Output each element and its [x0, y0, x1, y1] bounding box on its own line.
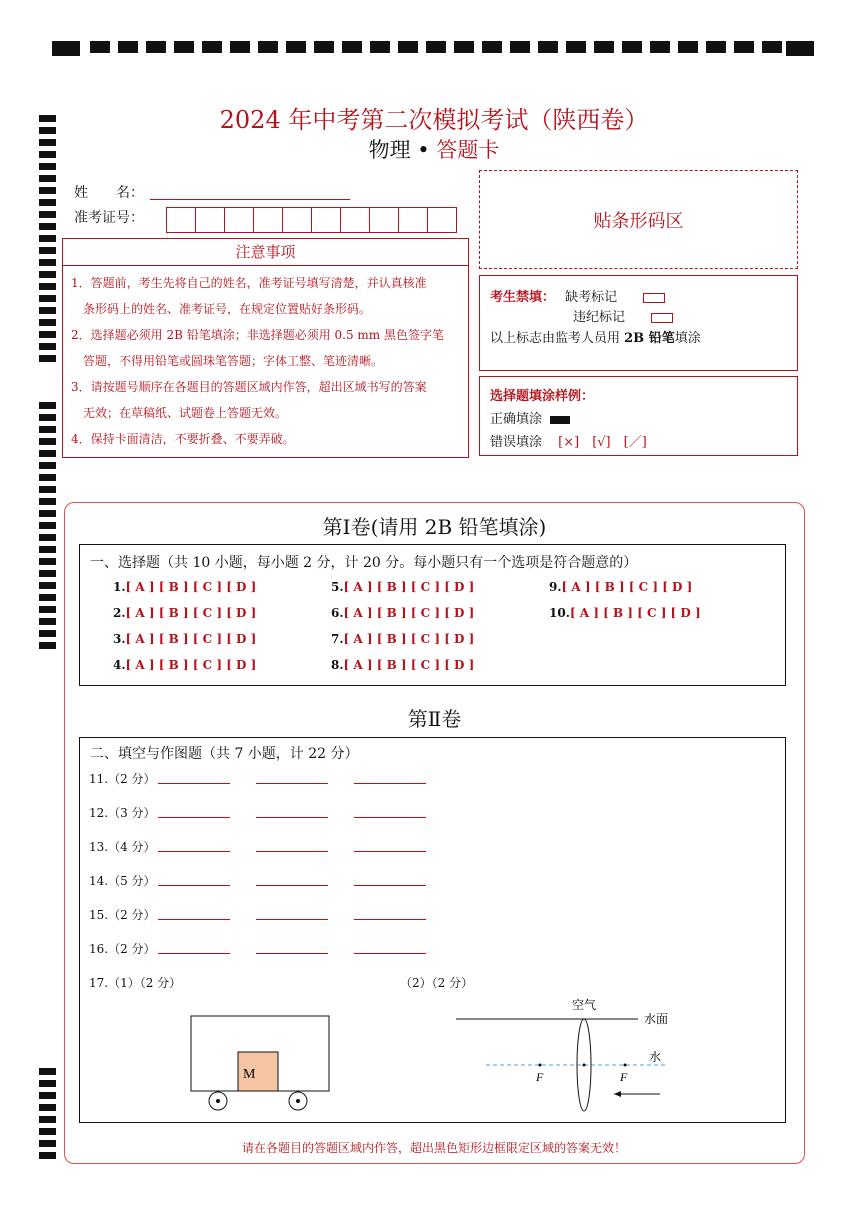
name-label: 姓 名： — [74, 185, 144, 201]
id-label: 准考证号： — [74, 210, 144, 226]
answer-blank[interactable] — [158, 817, 230, 818]
fill-question-14: 14.（5 分） — [89, 874, 156, 888]
absent-mark-box[interactable] — [643, 293, 665, 303]
answer-blank[interactable] — [354, 885, 426, 886]
q17-part1-label: 17.（1）（2 分） — [89, 976, 182, 990]
air-label: 空气 — [572, 998, 597, 1012]
timing-marks-left-middle — [39, 402, 56, 654]
mc-question-1[interactable]: 1.[ A ] [ B ] [ C ] [ D ] — [113, 580, 257, 594]
notice-line: 条形码上的姓名、准考证号，在规定位置贴好条形码。 — [71, 302, 372, 316]
wrong-label: 错误填涂 — [490, 435, 543, 450]
wrong-marks: [×] [√] [／] — [558, 435, 647, 450]
mc-box — [79, 544, 786, 686]
answer-blank[interactable] — [256, 851, 328, 852]
answer-blank[interactable] — [256, 783, 328, 784]
fill-question-16: 16.（2 分） — [89, 942, 156, 956]
id-digit-box[interactable] — [195, 207, 225, 233]
block-m-label: M — [243, 1067, 256, 1082]
exam-subtitle — [0, 134, 868, 164]
answer-blank[interactable] — [256, 953, 328, 954]
lens-diagram[interactable] — [450, 995, 690, 1115]
exam-id-boxes[interactable] — [166, 207, 456, 233]
answer-blank[interactable] — [354, 783, 426, 784]
subject-label: 物理 — [368, 138, 411, 162]
sample-panel — [479, 376, 798, 456]
exam-title: 2024 年中考第二次模拟考试（陕西卷） — [219, 106, 649, 134]
mc-heading: 一、选择题（共 10 小题，每小题 2 分，计 20 分。每小题只有一个选项是符合题意的） — [90, 555, 638, 571]
fill-question-12: 12.（3 分） — [89, 806, 156, 820]
notice-line: 无效；在草稿纸、试题卷上答题无效。 — [71, 406, 288, 420]
mc-question-4[interactable]: 4.[ A ] [ B ] [ C ] [ D ] — [113, 658, 257, 672]
answer-blank[interactable] — [354, 919, 426, 920]
answer-blank[interactable] — [158, 851, 230, 852]
fill-question-15: 15.（2 分） — [89, 908, 156, 922]
barcode-area: 贴条形码区 — [479, 170, 798, 269]
answer-blank[interactable] — [158, 953, 230, 954]
notice-line: 2．选择题必须用 2B 铅笔填涂；非选择题必须用 0.5 mm 黑色签字笔 — [71, 328, 445, 342]
forbidden-label: 考生禁填： — [490, 290, 556, 305]
mc-question-2[interactable]: 2.[ A ] [ B ] [ C ] [ D ] — [113, 606, 257, 620]
id-digit-box[interactable] — [340, 207, 370, 233]
part1-title: 第Ⅰ卷(请用 2B 铅笔填涂) — [322, 515, 547, 539]
sample-title: 选择题填涂样例： — [490, 389, 595, 404]
fill-heading: 二、填空与作图题（共 7 小题，计 22 分） — [90, 746, 359, 762]
answer-blank[interactable] — [256, 919, 328, 920]
focus-right-label: F — [620, 1070, 628, 1084]
id-digit-box[interactable] — [427, 207, 457, 233]
cart-diagram[interactable] — [180, 1010, 340, 1115]
answer-section — [64, 502, 805, 1164]
optical-center-point — [583, 1064, 586, 1067]
absent-label: 缺考标记 — [565, 290, 618, 305]
q17-part2-label: （2）（2 分） — [400, 976, 474, 990]
notice-line: 3．请按题号顺序在各题目的答题区域内作答，超出区域书写的答案 — [71, 380, 427, 394]
id-digit-box[interactable] — [253, 207, 283, 233]
answer-blank[interactable] — [354, 817, 426, 818]
answer-blank[interactable] — [354, 953, 426, 954]
fill-question-11: 11.（2 分） — [89, 772, 156, 786]
answer-blank[interactable] — [256, 885, 328, 886]
answer-card-label: 答题卡 — [436, 138, 500, 162]
mc-question-8[interactable]: 8.[ A ] [ B ] [ C ] [ D ] — [331, 658, 475, 672]
answer-blank[interactable] — [158, 783, 230, 784]
notice-line: 4．保持卡面清洁，不要折叠、不要弄破。 — [71, 432, 295, 446]
id-digit-box[interactable] — [282, 207, 312, 233]
notice-line: 答题，不得用铅笔或圆珠笔答题；字体工整、笔迹清晰。 — [71, 354, 384, 368]
wheel-right-axle — [296, 1099, 300, 1103]
mc-question-6[interactable]: 6.[ A ] [ B ] [ C ] [ D ] — [331, 606, 475, 620]
mc-question-9[interactable]: 9.[ A ] [ B ] [ C ] [ D ] — [549, 580, 693, 594]
answer-blank[interactable] — [158, 919, 230, 920]
focus-right-point — [624, 1064, 627, 1067]
notice-line: 1．答题前，考生先将自己的姓名，准考证号填写清楚，并认真核准 — [71, 276, 427, 290]
footer-warning: 请在各题目的答题区域内作答，超出黑色矩形边框限定区域的答案无效！ — [241, 1141, 626, 1155]
notice-panel — [62, 238, 469, 458]
mc-question-7[interactable]: 7.[ A ] [ B ] [ C ] [ D ] — [331, 632, 475, 646]
part2-title: 第Ⅱ卷 — [407, 707, 462, 731]
violation-label: 违纪标记 — [573, 310, 626, 325]
fill-question-13: 13.（4 分） — [89, 840, 156, 854]
timing-marks-top — [52, 41, 814, 56]
correct-fill-sample — [550, 416, 570, 424]
mc-question-3[interactable]: 3.[ A ] [ B ] [ C ] [ D ] — [113, 632, 257, 646]
wheel-left-axle — [216, 1099, 220, 1103]
mc-question-10[interactable]: 10.[ A ] [ B ] [ C ] [ D ] — [549, 606, 701, 620]
answer-blank[interactable] — [354, 851, 426, 852]
mc-question-5[interactable]: 5.[ A ] [ B ] [ C ] [ D ] — [331, 580, 475, 594]
focus-left-label: F — [536, 1070, 544, 1084]
name-field[interactable] — [150, 199, 350, 200]
forbidden-panel — [479, 275, 798, 371]
id-digit-box[interactable] — [166, 207, 196, 233]
water-surface-label: 水面 — [644, 1012, 669, 1026]
forbidden-note: 以上标志由监考人员用 2B 铅笔填涂 — [490, 331, 701, 346]
id-digit-box[interactable] — [369, 207, 399, 233]
id-digit-box[interactable] — [398, 207, 428, 233]
water-label: 水 — [649, 1050, 662, 1064]
notice-heading: 注意事项 — [63, 239, 468, 266]
id-digit-box[interactable] — [224, 207, 254, 233]
violation-mark-box[interactable] — [651, 313, 673, 323]
id-digit-box[interactable] — [311, 207, 341, 233]
dot-separator: • — [417, 138, 430, 162]
correct-label: 正确填涂 — [490, 412, 543, 427]
arrow-head-icon — [614, 1091, 621, 1097]
answer-blank[interactable] — [158, 885, 230, 886]
focus-left-point — [539, 1064, 542, 1067]
answer-blank[interactable] — [256, 817, 328, 818]
